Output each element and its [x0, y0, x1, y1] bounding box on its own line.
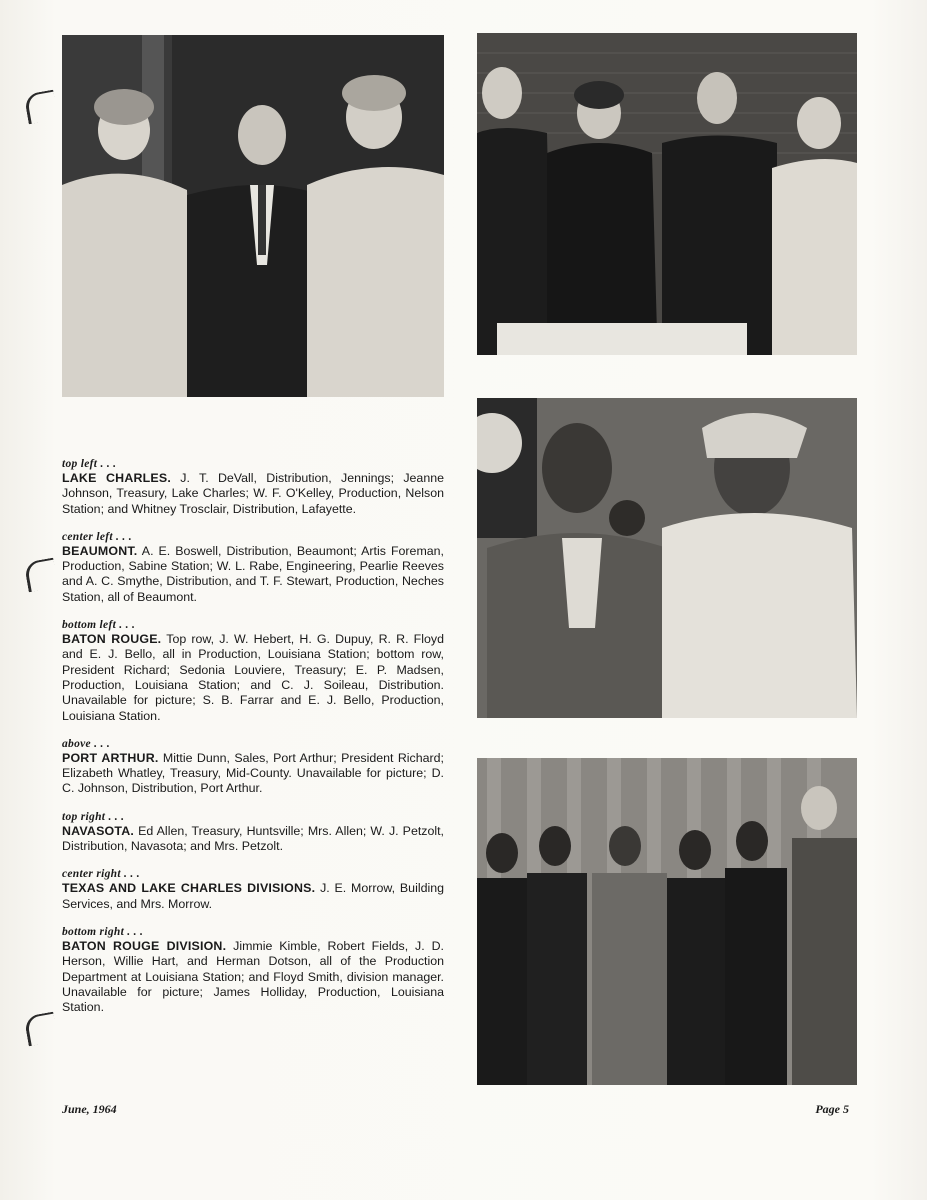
caption-label: above . . . [62, 737, 111, 750]
caption-bottom-left [62, 619, 444, 724]
caption-body: J. E. Morrow, Building Services, and Mrs. Morrow. [62, 881, 444, 911]
binder-hole-mark [24, 90, 59, 125]
photo-baton-rouge-division [477, 758, 857, 1085]
caption-body: Top row, J. W. Hebert, H. G. Dupuy, R. R. Floyd and E. J. Bello, all in Production, Louisiana Station; bottom row, President Richard; Sedonia Louviere, Treasury; E. P. Madsen, Production, Louisiana Station; and C. J. Soileau, Distribution. Unavailable for picture; S. B. Farrar and E. J. Bello, Production, Louisiana Station. [62, 632, 444, 723]
caption-center-left [62, 531, 444, 605]
caption-label: center right . . . [62, 868, 140, 881]
caption-heading: TEXAS AND LAKE CHARLES DIVISIONS. [62, 881, 316, 896]
binder-hole-mark [24, 558, 59, 593]
caption-bottom-right [62, 926, 444, 1015]
caption-top-right [62, 811, 444, 855]
footer-page-number: Page 5 [815, 1102, 849, 1116]
photo-texas-lake-charles [477, 398, 857, 718]
caption-top-left [62, 458, 444, 517]
caption-heading: LAKE CHARLES. [62, 471, 171, 485]
caption-body: Mittie Dunn, Sales, Port Arthur; President Richard; Elizabeth Whatley, Treasury, Mid-County. Unavailable for picture; D. C. Johnson, Distribution, Port Arthur. [62, 750, 444, 796]
binder-hole-mark [24, 1012, 59, 1047]
caption-above [62, 738, 444, 797]
photo-navasota [477, 33, 857, 355]
caption-label: bottom right . . . [62, 925, 144, 938]
caption-body: A. E. Boswell, Distribution, Beaumont; Artis Foreman, Production, Sabine Station; W. L. Rabe, Engineering, Pearlie Reeves and A. C. Smythe, Distribution, and T. F. Stewart, Production, Neches Station, all of Beaumont. [62, 543, 444, 604]
caption-heading: BEAUMONT. [62, 543, 138, 558]
caption-body: Jimmie Kimble, Robert Fields, J. D. Herson, Willie Hart, and Herman Dotson, all of the Production Department at Louisiana Station; and Floyd Smith, division manager. Unavailable for picture; James Holliday, Production, Louisiana Station. [62, 938, 444, 1015]
footer-date: June, 1964 [62, 1102, 117, 1116]
caption-label: center left . . . [62, 530, 132, 543]
caption-heading: PORT ARTHUR. [62, 750, 159, 765]
caption-heading: BATON ROUGE. [62, 632, 162, 647]
caption-label: top right . . . [62, 810, 125, 823]
caption-label: bottom left . . . [62, 619, 136, 632]
caption-column [62, 458, 444, 1029]
caption-center-right [62, 868, 444, 912]
photo-lake-charles [62, 35, 444, 397]
caption-heading: NAVASOTA. [62, 823, 135, 838]
caption-body: J. T. DeVall, Distribution, Jennings; Jeanne Johnson, Treasury, Lake Charles; W. F. O'Kelley, Production, Nelson Station; and Whitney Trosclair, Distribution, Lafayette. [62, 471, 444, 516]
caption-label: top left . . . [62, 458, 117, 470]
caption-body: Ed Allen, Treasury, Huntsville; Mrs. Allen; W. J. Petzolt, Distribution, Navasota; and Mrs. Petzolt. [62, 823, 444, 854]
caption-heading: BATON ROUGE DIVISION. [62, 938, 227, 953]
